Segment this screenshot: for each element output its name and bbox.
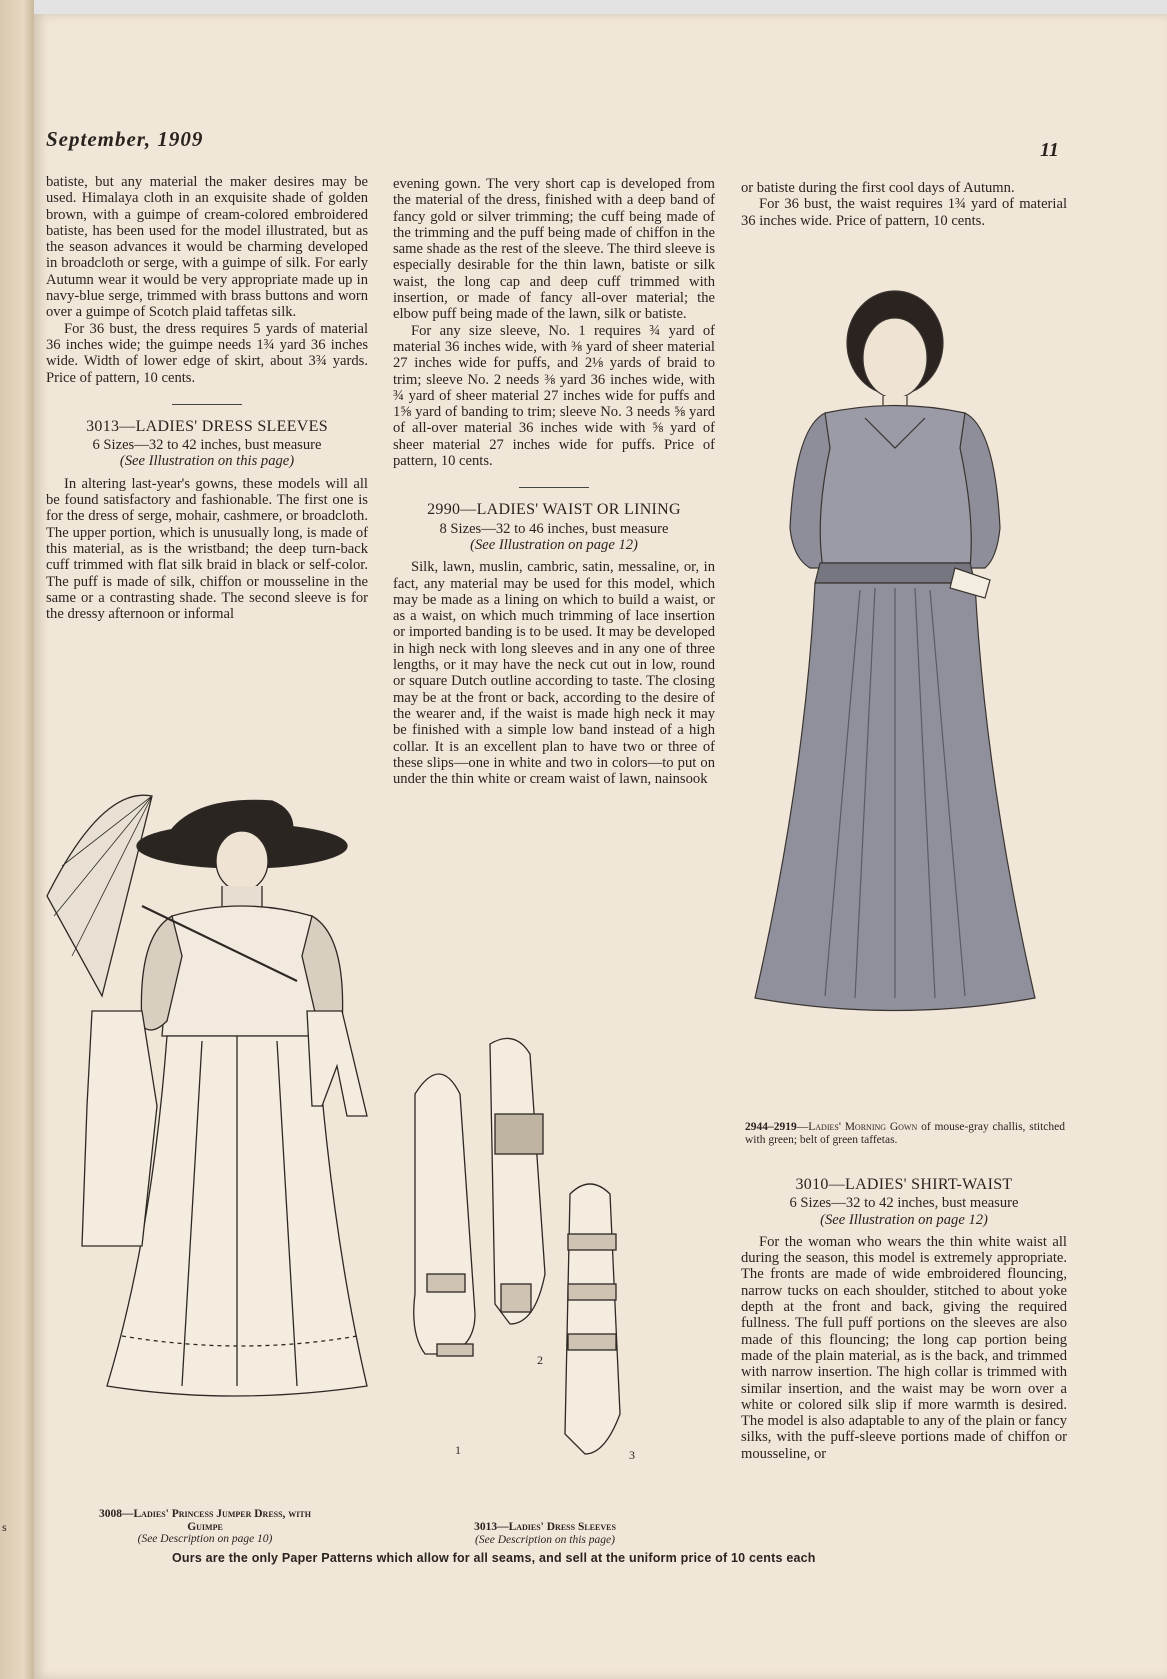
col3-paragraph: or batiste during the first cool days of Autumn. xyxy=(741,180,1015,196)
column-2 xyxy=(393,176,715,787)
binding-edge xyxy=(0,0,34,1679)
column-1 xyxy=(46,174,368,622)
jumper-caption-see: (See Description on page 10) xyxy=(137,1533,273,1545)
col1-paragraph: batiste, but any material the maker desires may be used. Himalaya cloth in an exquisite shade of golden brown, with a guimpe of cream-colored embroidered batiste, has been used for the model illustrated, but as the season advances it would be charming developed in broadcloth or serge, with a guimpe of silk. For early Autumn wear it would be very appropriate made up in navy-blue serge, trimmed with brass buttons and worn over a guimpe of Scotch plaid taffetas silk. xyxy=(46,174,368,321)
caption-text: of mouse-gray challis, stitched with green; belt of green taffetas. xyxy=(745,1121,1066,1146)
col2-paragraph: Silk, lawn, muslin, cambric, satin, messaline, or, in fact, any material may be used for this model, which may be made as a lining on which to build a waist, or as a waist, on which much trimming of lace insertion or imported banding is to be used. It may be developed in high neck with long sleeves and in any one of three lengths, or it may have the neck cut out in low, round or square Dutch outline according to taste. The closing may be at the front or back, according to the desire of the wearer and, if the waist is made high neck it may be finished with a simple low band instead of a high collar. It is an excellent plan to have two or three of these slips—one in white and two in colors—to put on under the thin white or cream waist of lawn, nainsook xyxy=(393,559,715,788)
col2-paragraph: For any size sleeve, No. 1 requires ¾ yard of material 36 inches wide, with ⅜ yard of sheer material 27 inches wide for puffs, and 2⅛ yards of braid to trim; sleeve No. 2 needs ⅜ yard 36 inches wide, with ¾ yard of sheer material 27 inches wide for puffs and 1⅝ yard of banding to trim; sleeve No. 3 needs ⅝ yard of all-over material 36 inches wide with ⅝ yard of sheer material 27 inches wide for puffs. Price of pattern, 10 cents. xyxy=(393,322,715,470)
section-heading: 3013—LADIES' DRESS SLEEVES xyxy=(86,417,328,435)
sleeves-caption-see: (See Description on this page) xyxy=(475,1533,615,1546)
col1-paragraph: In altering last-year's gowns, these models will all be found satisfactory and fashionable. The first one is for the dress of serge, mohair, cashmere, or broadcloth. The upper portion, which is unusually long, is made of this material, as is the wristband; the deep turn-back cuff trimmed with flat silk braid in black or self-color. The puff is made of silk, chiffon or mousseline in the same or a contrasting shade. The second sleeve is for the dressy afternoon or informal xyxy=(46,475,368,623)
col3-paragraph: For the woman who wears the thin white waist all during the season, this model is extremely appropriate. The fronts are made of wide embroidered flouncing, narrow tucks on each shoulder, stitched to about yoke depth at the front and back, giving the required fullness. The full puff portions on the sleeves are also made of this flouncing; the long cap portion being made of the plain material, as is the back, and trimmed with narrow insertion. The high collar is trimmed with similar insertion, and the waist may be worn over a white or colored silk slip if more warmth is desired. The model is also adaptable to any of the plain or fancy silks, with the puff-sleeve portions made of chiffon or mousseline, or xyxy=(741,1233,1067,1462)
page-number: 11 xyxy=(1040,139,1059,161)
sleeves-caption-title: 3013—Ladies' Dress Sleeves xyxy=(474,1521,616,1533)
morning-gown-illustration xyxy=(745,278,1045,1108)
jumper-dress-illustration xyxy=(42,786,372,1496)
see-reference: (See Illustration on this page) xyxy=(119,453,295,470)
caption-title: —Ladies' Morning Gown xyxy=(796,1121,918,1133)
see-reference: (See Illustration on page 12) xyxy=(470,536,638,553)
col1-paragraph: For 36 bust, the dress requires 5 yards of material 36 inches wide; the guimpe needs 1¾ yard 36 inches wide. Width of lower edge of skirt, about 3¾ yards. Price of pattern, 10 cents. xyxy=(46,320,368,386)
sleeve-number-2: 2 xyxy=(537,1353,543,1367)
dress-sleeves-illustration xyxy=(405,1034,645,1520)
column-3-top xyxy=(741,180,1067,229)
jumper-caption-title: 3008—Ladies' Princess Jumper Dress, with xyxy=(99,1508,311,1520)
see-reference: (See Illustration on page 12) xyxy=(820,1211,988,1228)
sizes-line: 8 Sizes—32 to 46 inches, bust measure xyxy=(439,520,669,537)
section-heading: 2990—LADIES' WAIST OR LINING xyxy=(427,501,681,519)
column-3-bottom xyxy=(741,1171,1067,1462)
col2-paragraph: evening gown. The very short cap is developed from the material of the dress, finished with a deep band of fancy gold or silver trimming; the cuff being made of the trimming and the puff being made of chiffon in the same shade as the rest of the sleeve. The third sleeve is especially desirable for the thin lawn, batiste or silk waist, the long cap and deep cuff trimmed with insertion, or made of fancy all-over material; the elbow puff being made of the lawn, silk or batiste. xyxy=(393,176,715,323)
sleeves-caption xyxy=(420,1521,670,1546)
sizes-line: 6 Sizes—32 to 42 inches, bust measure xyxy=(92,437,322,454)
jumper-caption xyxy=(40,1508,370,1546)
col3-paragraph: For 36 bust, the waist requires 1¾ yard of material 36 inches wide. Price of pattern, 10 cents. xyxy=(741,196,1067,229)
caption-number: 2944–2919 xyxy=(745,1121,797,1133)
jumper-caption-title-2: Guimpe xyxy=(187,1520,223,1533)
sizes-line: 6 Sizes—32 to 42 inches, bust measure xyxy=(789,1195,1019,1212)
page-footer: Ours are the only Paper Patterns which allow for all seams, and sell at the uniform price of 10 cents each xyxy=(172,1551,816,1565)
margin-mark: s xyxy=(2,1520,7,1534)
divider xyxy=(172,404,242,405)
section-heading: 3010—LADIES' SHIRT-WAIST xyxy=(795,1176,1013,1193)
morning-gown-caption xyxy=(745,1121,1065,1146)
issue-date: September, 1909 xyxy=(46,127,204,151)
divider xyxy=(519,487,589,488)
page-top-edge xyxy=(34,0,1167,14)
sleeve-number-1: 1 xyxy=(455,1443,461,1457)
sleeve-number-3: 3 xyxy=(629,1448,635,1462)
